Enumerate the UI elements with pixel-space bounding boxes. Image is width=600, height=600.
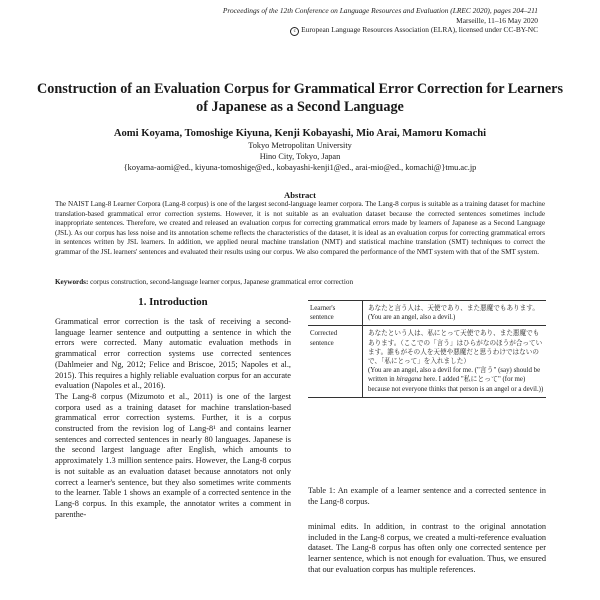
keywords-label: Keywords: xyxy=(55,278,89,286)
keywords-text: corpus construction, second-language learner corpus, Japanese grammatical error correction xyxy=(90,278,354,286)
row-label: Corrected sentence xyxy=(308,326,363,397)
row-content xyxy=(363,326,547,397)
license-text: European Language Resources Association (ELRA), licensed under CC-BY-NC xyxy=(301,25,538,35)
author-emails: {koyama-aomi@ed., kiyuna-tomoshige@ed., kobayashi-kenji1@ed., arai-mio@ed., komachi@}tmu.ac.jp xyxy=(123,163,477,172)
left-column xyxy=(55,296,291,520)
translation-text: (You are an angel, also a devil for me. ("言う" (say) should be written in xyxy=(368,367,541,384)
example-table xyxy=(308,300,546,398)
abstract-heading: Abstract xyxy=(284,190,316,200)
translation-text: here. I added "私にとって" (for me) because not everyone thinks that person is an angel or a devil.)) xyxy=(368,376,544,393)
section-heading: 1. Introduction xyxy=(138,296,208,308)
corrected-sentence-ja: あなたという人は、私にとって天使であり、また悪魔でもあります。（ここでの「言う」はひらがなのほうが合っています。誰もがその人を天使や悪魔だと思うわけではないので、「私にとって」を入れました） xyxy=(368,329,543,366)
location: Hino City, Tokyo, Japan xyxy=(259,152,341,161)
proceedings-line: Proceedings of the 12th Conference on Language Resources and Evaluation (LREC 2020), pages 204–211 xyxy=(222,6,538,15)
intro-paragraph-2: The Lang-8 corpus (Mizumoto et al., 2011) is one of the largest corpora used as a training dataset for machine translation-based grammatical error correction systems. Further, it is a corpus constructed from the revision log of Lang-8¹ and contains learner sentences and corrected sentences in nearly 80 languages. Japanese is the second largest language after English, which amounts to approximately 1.3 million sentence pairs. However, the Lang-8 corpus is not suitable as an evaluation dataset because annotators not only correct a learner's sentence, but they also sometimes write comments to the learner. Table 1 shows an example of a corrected sentence in the Lang-8 corpus. In this example, the annotator writes a comment in parenthe- xyxy=(55,391,291,519)
row-label: Learner's sentence xyxy=(308,301,363,326)
venue-line: Marseille, 11–16 May 2020 xyxy=(456,15,538,25)
affiliation: Tokyo Metropolitan University xyxy=(248,141,352,150)
affiliation-block xyxy=(30,140,570,173)
table-caption: Table 1: An example of a learner sentence and a corrected sentence in the Lang-8 corpus. xyxy=(308,486,546,506)
author-list: Aomi Koyama, Tomoshige Kiyuna, Kenji Kobayashi, Mio Arai, Mamoru Komachi xyxy=(113,128,487,139)
keywords-line xyxy=(55,278,545,286)
learner-sentence-ja: あなたと言う人は、天使であり、また悪魔でもあります。 xyxy=(368,304,539,312)
table-row xyxy=(308,301,546,326)
abstract-text: The NAIST Lang-8 Learner Corpora (Lang-8 corpus) is one of the largest second-language learner corpora. The Lang-8 corpus is suitable as a training dataset for machine translation-based grammatical error correction systems. However, it is not suitable as an evaluation dataset because the corrected sentences sometimes include inappropriate sentences. Therefore, we created and released an evaluation corpus for correcting grammatical errors made by learners of Japanese as a Second Language (JSL). As our corpus has less noise and its annotation scheme reflects the characteristics of the dataset, it is ideal as an evaluation corpus for correcting grammatical errors in sentences written by JSL learners. In addition, we applied neural machine translation (NMT) and statistical machine translation (SMT) techniques to correct the grammar of the JSL learners' sentences and evaluated their results using our corpus. We also compared the performance of the NMT system with that of the SMT system. xyxy=(55,200,545,256)
row-content xyxy=(363,301,547,326)
intro-paragraph-1: Grammatical error correction is the task of receiving a second-language learner sentence and outputting a sentence in which the errors were corrected. Many automatic evaluation methods in grammatical error correction systems use corrected sentences (Dahlmeier and Ng, 2012; Felice and Briscoe, 2015; Napoles et al., 2015). This requires a highly reliable evaluation corpus for an accurate evaluation (Napoles et al., 2016). xyxy=(55,317,291,391)
license-line xyxy=(198,25,538,36)
paper-title: Construction of an Evaluation Corpus for Grammatical Error Correction for Learners of Japanese as a Second Language xyxy=(37,81,563,115)
copyright-icon: c xyxy=(290,27,299,36)
learner-sentence-en: (You are an angel, also a devil.) xyxy=(368,314,456,322)
table-row xyxy=(308,326,546,397)
italic-term: hiragana xyxy=(396,376,422,384)
corrected-sentence-en xyxy=(368,366,544,394)
proceedings-header xyxy=(198,6,538,36)
right-column-paragraph: minimal edits. In addition, in contrast to the original annotation included in the Lang-8 corpus, we created a multi-reference evaluation dataset. The Lang-8 corpus has often only one corrected sentence per learner sentence, which is not enough for evaluation. Thus, we ensured that our evaluation corpus has multiple references. xyxy=(308,522,546,574)
